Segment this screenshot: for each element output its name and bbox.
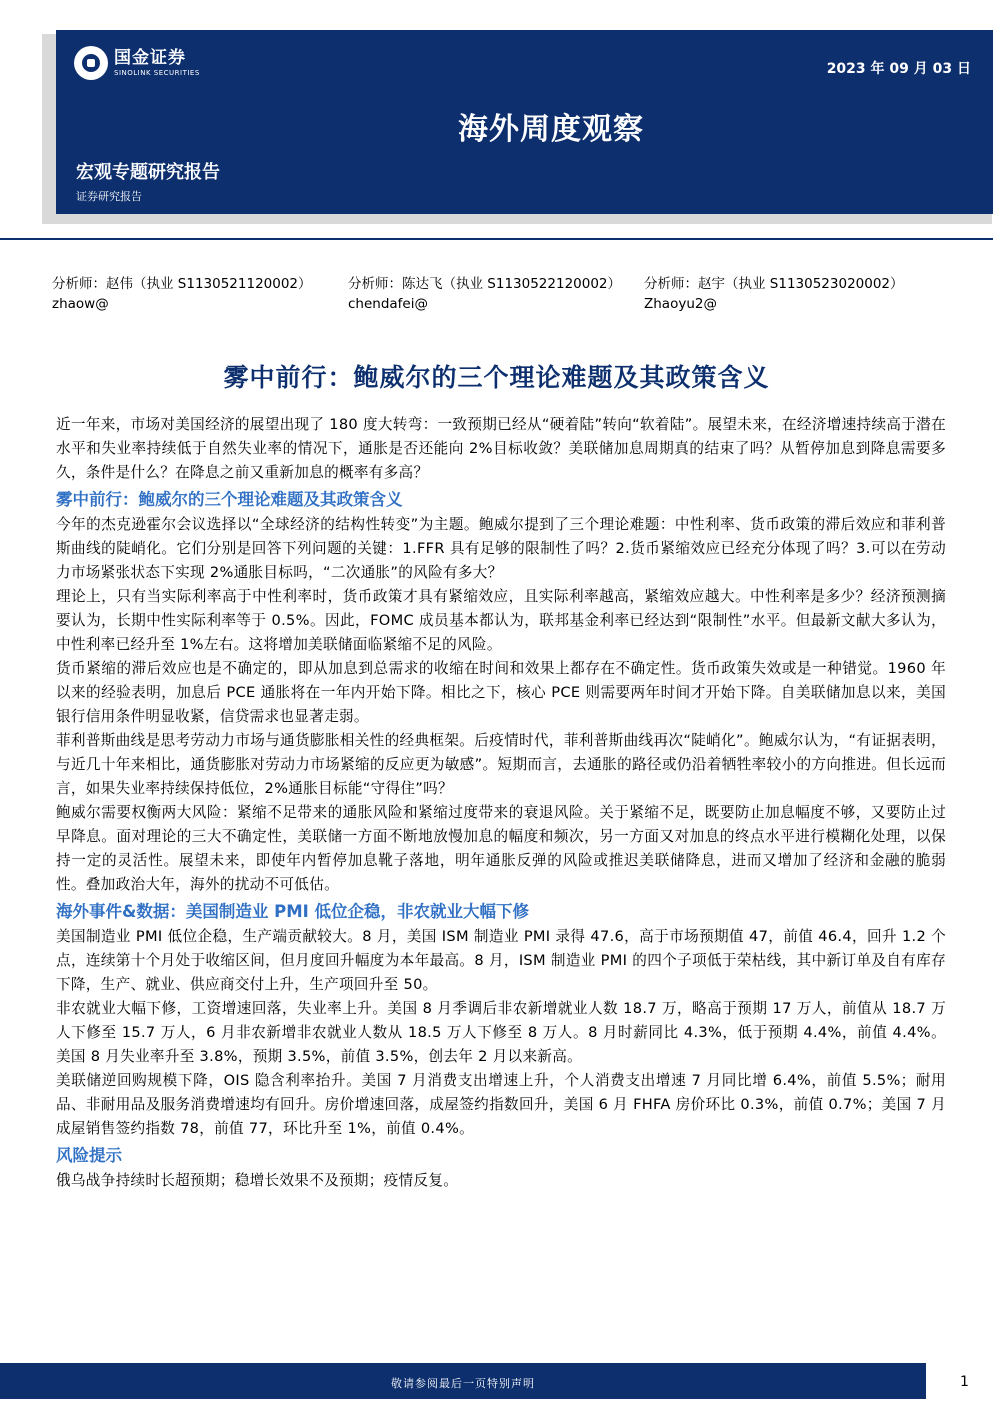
body-paragraph: 俄乌战争持续时长超预期；稳增长效果不及预期；疫情反复。 (56, 1172, 459, 1189)
analyst-credential: 分析师：陈达飞（执业 S1130522120002） (348, 276, 622, 292)
body-paragraph: 理论上，只有当实际利率高于中性利率时，货币政策才具有紧缩效应，且实际利率越高，紧缩效应越大。中性利率是多少？经济预测摘要认为，长期中性实际利率等于 0.5%。因此，FOMC 成员基本都认为，联邦基金利率已经达到“限制性”水平。但最新文献大多认为，中性利率已经升至 1%左右。这将增加美联储面临紧缩不足的风险。 (56, 588, 946, 653)
analyst-credential: 分析师：赵伟（执业 S1130521120002） (52, 276, 312, 292)
report-date: 2023 年 09 月 03 日 (826, 61, 971, 77)
logo-chinese-name: 国金证券 (114, 48, 186, 68)
analyst-3 (644, 274, 904, 314)
section-heading-3: 风险提示 (56, 1146, 122, 1165)
company-logo (74, 46, 200, 80)
body-paragraph: 今年的杰克逊霍尔会议选择以“全球经济的结构性转变”为主题。鲍威尔提到了三个理论难题：中性利率、货币政策的滞后效应和菲利普斯曲线的陡峭化。它们分别是回答下列问题的关键：1.FFR 具有足够的限制性了吗？2.货币紧缩效应已经充分体现了吗？3.可以在劳动力市场紧张状态下实现 2%通胀目标吗，“二次通胀”的风险有多大？ (56, 516, 946, 581)
body-paragraph: 鲍威尔需要权衡两大风险：紧缩不足带来的通胀风险和紧缩过度带来的衰退风险。关于紧缩不足，既要防止加息幅度不够，又要防止过早降息。面对理论的三大不确定性，美联储一方面不断地放慢加息的幅度和频次，另一方面又对加息的终点水平进行模糊化处理，以保持一定的灵活性。展望未来，即使年内暂停加息靴子落地，明年通胀反弹的风险或推迟美联储降息，进而又增加了经济和金融的脆弱性。叠加政治大年，海外的扰动不可低估。 (56, 804, 946, 893)
body-paragraph: 菲利普斯曲线是思考劳动力市场与通货膨胀相关性的经典框架。后疫情时代，菲利普斯曲线再次“陡峭化”。鲍威尔认为，“有证据表明，与近几十年来相比，通货膨胀对劳动力市场紧缩的反应更为敏感”。短期而言，去通胀的路径或仍沿着牺牲率较小的方向推进。但长远而言，如果失业率持续保持低位，2%通胀目标能“守得住”吗？ (56, 732, 946, 797)
intro-paragraph: 近一年来，市场对美国经济的展望出现了 180 度大转弯：一致预期已经从“硬着陆”转向“软着陆”。展望未来，在经济增速持续高于潜在水平和失业率持续低于自然失业率的情况下，通胀是否还能向 2%目标收敛？美联储加息周期真的结束了吗？从暂停加息到降息需要多久，条件是什么？在降息之前又重新加息的概率有多高？ (56, 416, 946, 481)
report-title: 海外周度观察 (458, 112, 644, 147)
main-title: 雾中前行：鲍威尔的三个理论难题及其政策含义 (223, 363, 770, 392)
report-subtype: 证券研究报告 (76, 190, 142, 203)
analyst-email: zhaow@ (52, 296, 109, 312)
body-paragraph: 美国制造业 PMI 低位企稳，生产端贡献较大。8 月，美国 ISM 制造业 PMI 录得 47.6，高于市场预期值 47，前值 46.4，回升 1.2 个点，连续第十个月处于收缩区间，但月度回升幅度为本年最高。8 月，ISM 制造业 PMI 的四个子项低于荣枯线，其中新订单及自有库存下降，生产、就业、供应商交付上升，生产项回升至 50。 (56, 928, 946, 993)
section-heading-1: 雾中前行：鲍威尔的三个理论难题及其政策含义 (56, 490, 403, 509)
analyst-1 (52, 274, 312, 314)
analyst-email: chendafei@ (348, 296, 428, 312)
report-body (56, 413, 946, 1193)
section-heading-2: 海外事件&数据：美国制造业 PMI 低位企稳，非农就业大幅下修 (56, 902, 530, 921)
footer-disclaimer: 敬请参阅最后一页特别声明 (391, 1377, 535, 1390)
body-paragraph: 非农就业大幅下修，工资增速回落，失业率上升。美国 8 月季调后非农新增就业人数 18.7 万，略高于预期 17 万人，前值从 18.7 万人下修至 15.7 万人，6 月非农新增非农就业人数从 18.5 万人下修至 8 万人。8 月时薪同比 4.3%，低于预期 4.4%，前值 4.4%。美国 8 月失业率升至 3.8%，预期 3.5%，前值 3.5%，创去年 2 月以来新高。 (56, 1000, 946, 1065)
analyst-2 (348, 274, 621, 314)
body-paragraph: 货币紧缩的滞后效应也是不确定的，即从加息到总需求的收缩在时间和效果上都存在不确定性。货币政策失效或是一种错觉。1960 年以来的经验表明，加息后 PCE 通胀将在一年内开始下降。相比之下，核心 PCE 则需要两年时间才开始下降。自美联储加息以来，美国银行信用条件明显收紧，信贷需求也显著走弱。 (56, 660, 946, 725)
body-paragraph: 美联储逆回购规模下降，OIS 隐含利率抬升。美国 7 月消费支出增速上升，个人消费支出增速 7 月同比增 6.4%，前值 5.5%；耐用品、非耐用品及服务消费增速均有回升。房价增速回落，成屋签约指数回升，美国 6 月 FHFA 房价环比 0.3%，前值 0.7%；美国 7 月成屋销售签约指数 78，前值 77，环比升至 1%，前值 0.4%。 (56, 1072, 946, 1137)
logo-english-name: SINOLINK SECURITIES (114, 69, 200, 77)
report-type: 宏观专题研究报告 (76, 162, 220, 183)
analyst-email: Zhaoyu2@ (644, 296, 717, 312)
analyst-credential: 分析师：赵宇（执业 S1130523020002） (644, 276, 904, 292)
header-divider (0, 238, 993, 240)
sinolink-logo-icon (74, 46, 108, 80)
page-number: 1 (960, 1374, 969, 1390)
